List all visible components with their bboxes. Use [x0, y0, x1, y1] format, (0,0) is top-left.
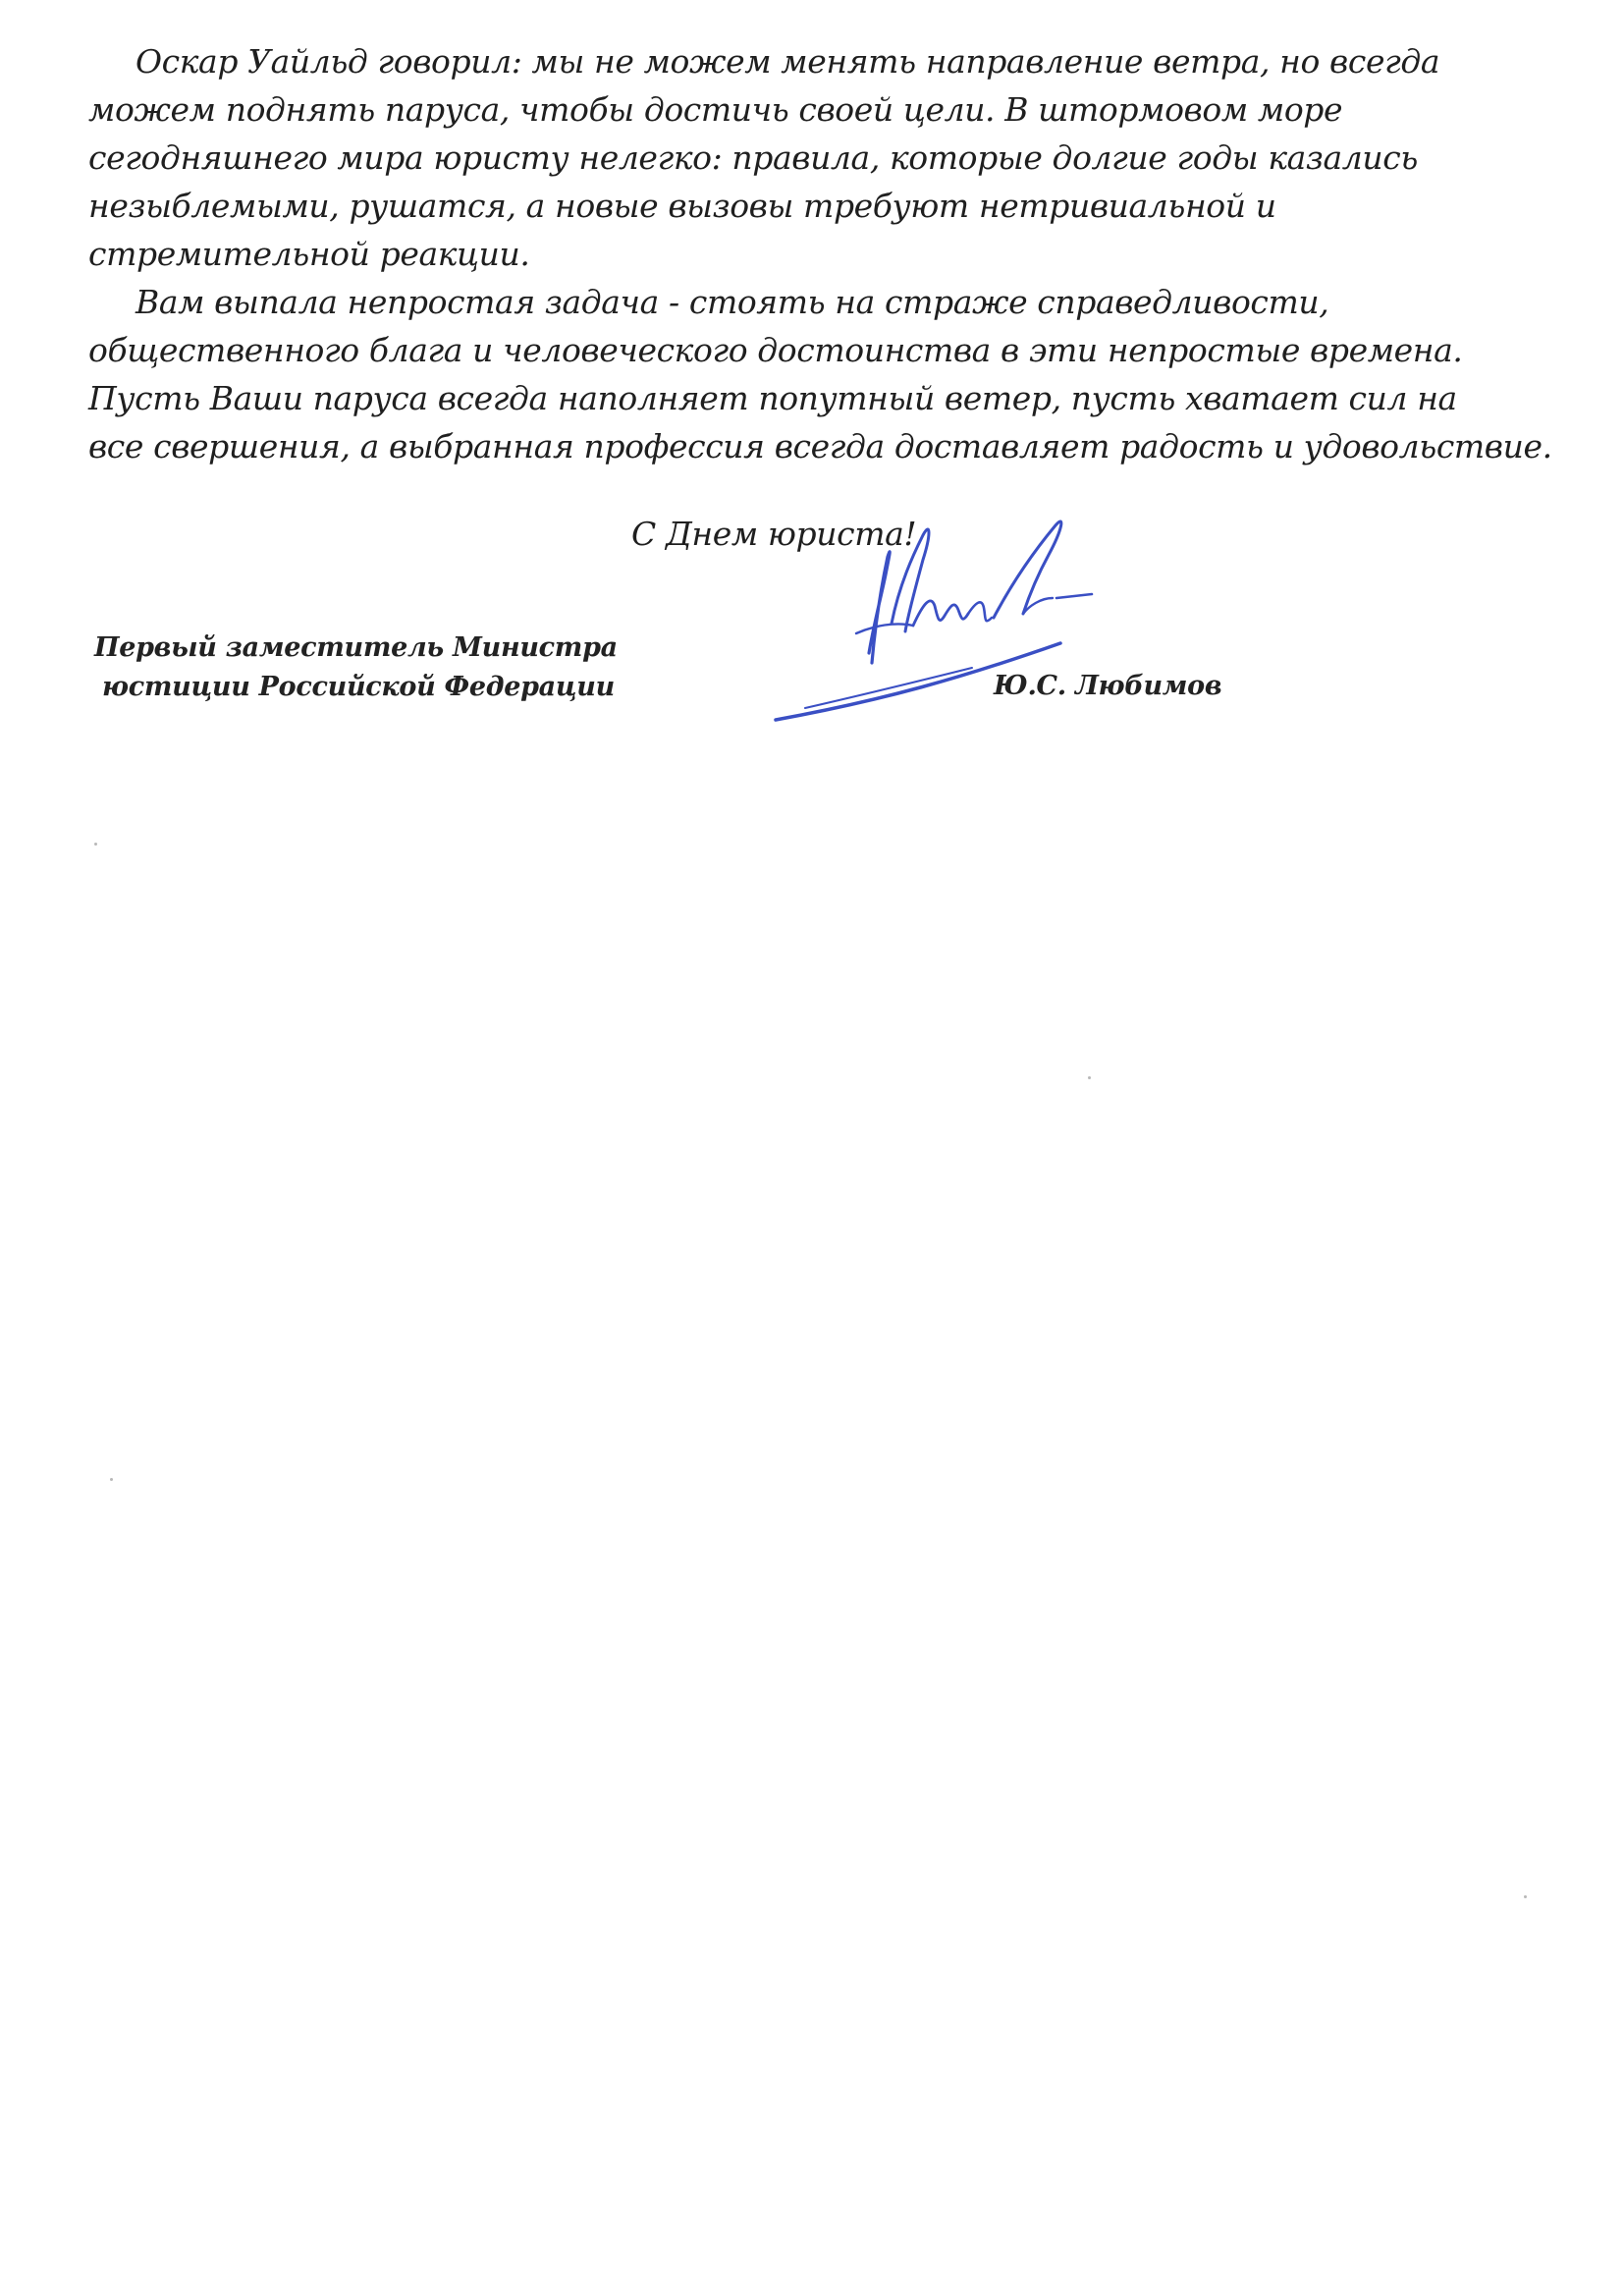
scan-speck — [94, 843, 97, 846]
signer-name: Ю.С. Любимов — [994, 671, 1222, 701]
scan-speck — [1524, 1895, 1527, 1898]
scan-speck — [1088, 1076, 1091, 1079]
scan-speck — [110, 1478, 113, 1481]
greeting: С Днем юриста! — [631, 515, 917, 553]
paragraph-1-line-1: Оскар Уайльд говорил: мы не можем менять направление ветра, но всегда — [135, 42, 1440, 81]
paragraph-1-line-5: стремительной реакции. — [88, 235, 530, 273]
paragraph-2-line-1: Вам выпала непростая задача - стоять на страже справедливости, — [135, 283, 1329, 321]
paragraph-1-line-4: незыблемыми, рушатся, а новые вызовы требуют нетривиальной и — [88, 187, 1276, 225]
paragraph-1-line-3: сегодняшнего мира юристу нелегко: правила, которые долгие годы казались — [88, 138, 1418, 177]
position-line-2: юстиции Российской Федерации — [102, 672, 615, 702]
letter-body — [88, 37, 1552, 470]
paragraph-2-line-3: Пусть Ваши паруса всегда наполняет попутный ветер, пусть хватает сил на — [88, 379, 1457, 417]
paragraph-1-line-2: можем поднять паруса, чтобы достичь своей цели. В штормовом море — [88, 90, 1343, 129]
signer-position — [94, 629, 618, 707]
paragraph-2-line-4: все свершения, а выбранная профессия всегда доставляет радость и удовольствие. — [88, 427, 1552, 465]
position-line-1: Первый заместитель Министра — [94, 632, 618, 663]
paragraph-2-line-2: общественного блага и человеческого достоинства в эти непростые времена. — [88, 331, 1463, 369]
